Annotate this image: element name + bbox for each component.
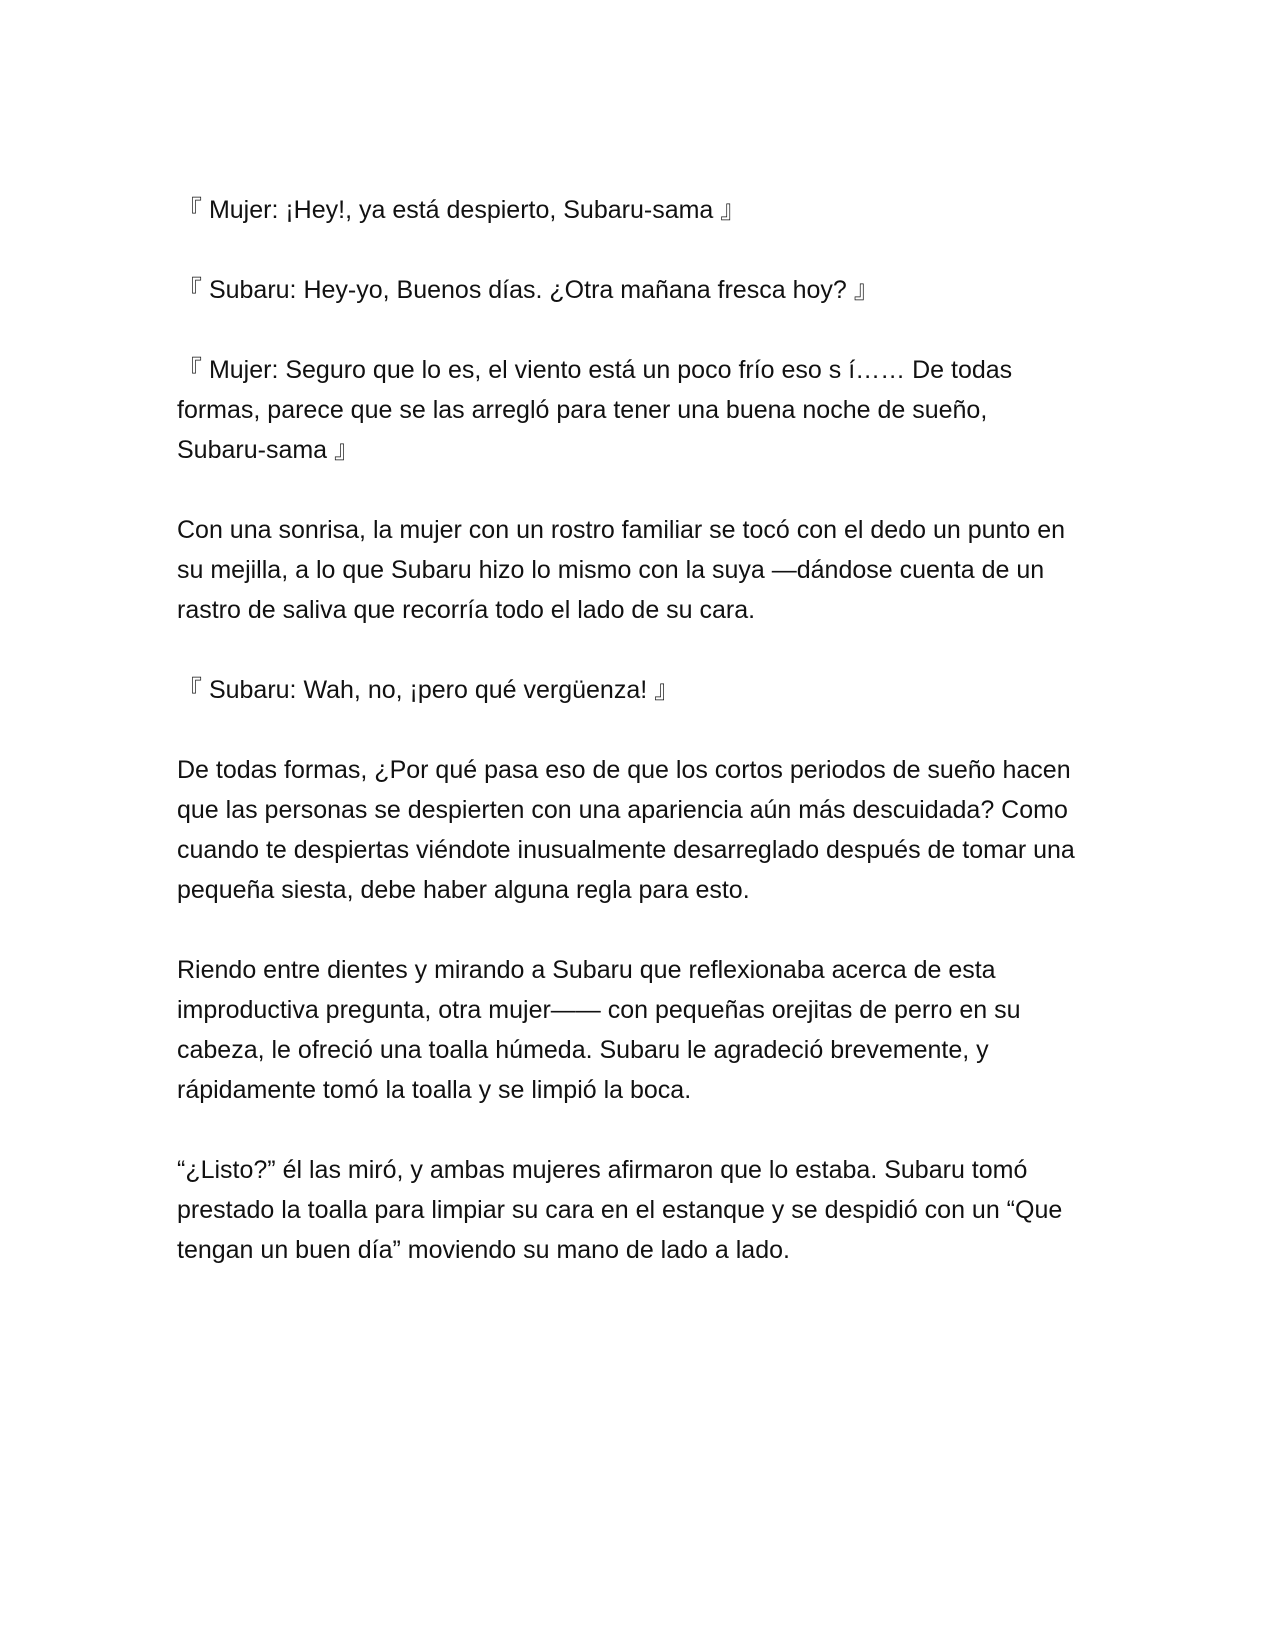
- narrative-paragraph: “¿Listo?” él las miró, y ambas mujeres afirmaron que lo estaba. Subaru tomó prestado la toalla para limpiar su cara en el estanque y se despidió con un “Que tengan un buen día” moviendo su mano de lado a lado.: [177, 1156, 1063, 1264]
- body-text: [177, 190, 1077, 1310]
- dialogue-paragraph: 『 Mujer: ¡Hey!, ya está despierto, Subaru-sama 』: [177, 196, 746, 224]
- dialogue-paragraph: 『 Subaru: Wah, no, ¡pero qué vergüenza! 』: [177, 676, 680, 704]
- dialogue-paragraph: 『 Subaru: Hey-yo, Buenos días. ¿Otra mañana fresca hoy? 』: [177, 276, 879, 304]
- narrative-paragraph: Con una sonrisa, la mujer con un rostro familiar se tocó con el dedo un punto en su mejilla, a lo que Subaru hizo lo mismo con la suya —dándose cuenta de un rastro de saliva que recorría todo el lado de su cara.: [177, 516, 1066, 624]
- narrative-paragraph: Riendo entre dientes y mirando a Subaru que reflexionaba acerca de esta improductiva pregunta, otra mujer—— con pequeñas orejitas de perro en su cabeza, le ofreció una toalla húmeda. Subaru le agradeció brevemente, y rápidamente tomó la toalla y se limpió la boca.: [177, 956, 1021, 1104]
- dialogue-paragraph: 『 Mujer: Seguro que lo es, el viento está un poco frío eso s í…… De todas formas, parece que se las arregló para tener una buena noche de sueño, Subaru-sama 』: [177, 356, 1013, 464]
- narrative-paragraph: De todas formas, ¿Por qué pasa eso de que los cortos periodos de sueño hacen que las personas se despierten con una apariencia aún más descuidada? Como cuando te despiertas viéndote inusualmente desarreglado después de tomar una pequeña siesta, debe haber alguna regla para esto.: [177, 756, 1075, 904]
